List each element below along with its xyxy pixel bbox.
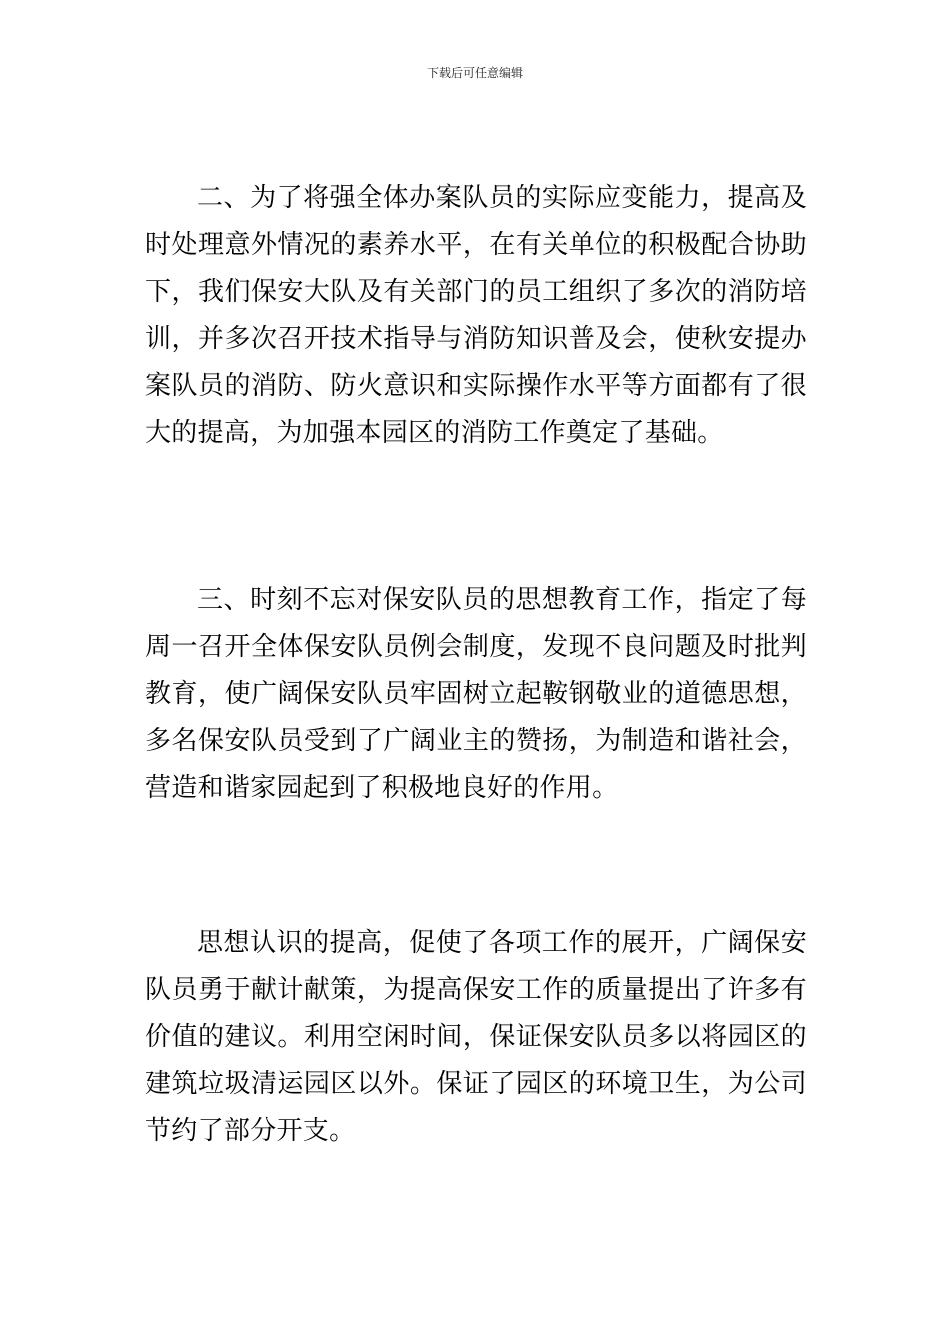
paragraph-fire-training: 二、为了将强全体办案队员的实际应变能力，提高及时处理意外情况的素养水平，在有关单位的积极配合协助下，我们保安大队及有关部门的员工组织了多次的消防培训，并多次召开技术指导与消防知识普及会，使秋安提办案队员的消防、防火意识和实际操作水平等方面都有了很大的提高，为加强本园区的消防工作奠定了基础。	[145, 183, 807, 448]
paragraph-ideological-education: 三、时刻不忘对保安队员的思想教育工作，指定了每周一召开全体保安队员例会制度，发现不良问题及时批判教育，使广阔保安队员牢固树立起鞍钢敬业的道德思想，多名保安队员受到了广阔业主的赞扬，为制造和谐社会，营造和谐家园起到了积极地良好的作用。	[145, 585, 807, 803]
page-header-note: 下载后可任意编辑	[426, 66, 523, 80]
paragraph-work-improvement: 思想认识的提高，促使了各项工作的展开，广阔保安队员勇于献计献策，为提高保安工作的质量提出了许多有价值的建议。利用空闲时间，保证保安队员多以将园区的建筑垃圾清运园区以外。保证了园区的环境卫生，为公司节约了部分开支。	[145, 928, 807, 1146]
